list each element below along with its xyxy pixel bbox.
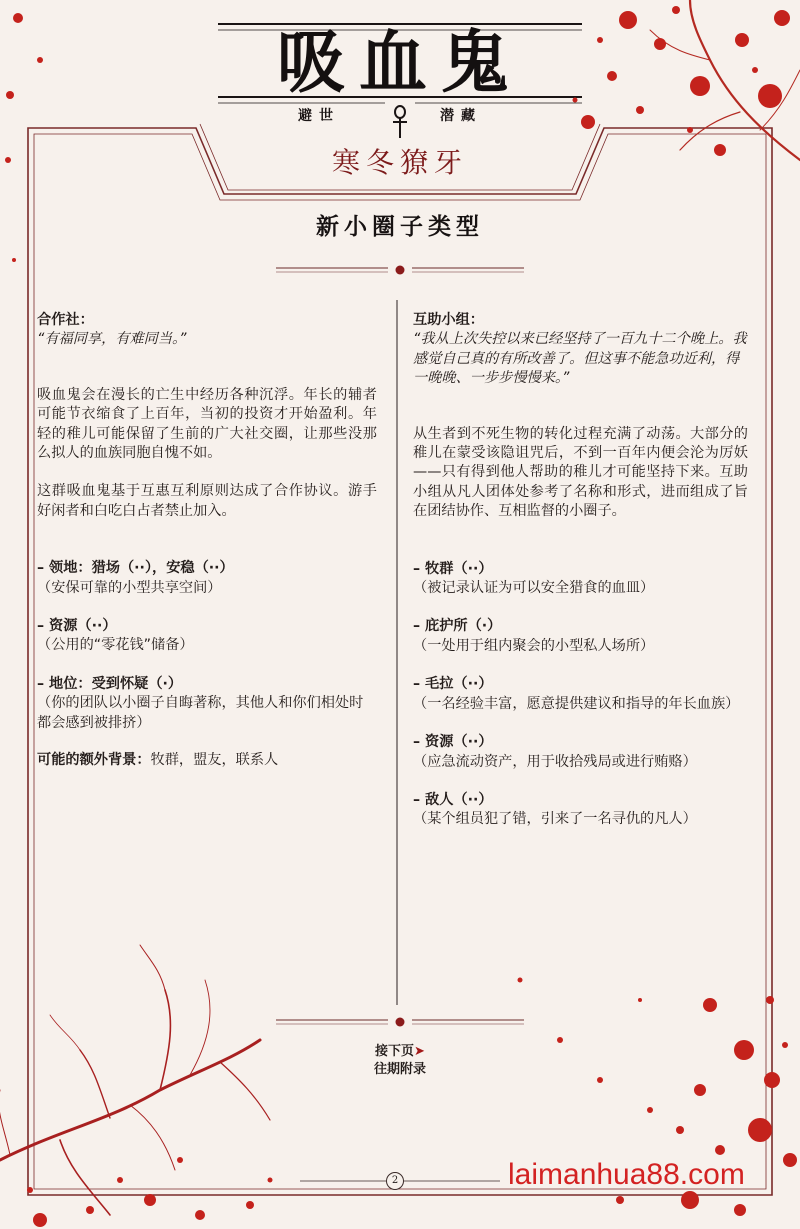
left-column (37, 311, 377, 771)
trait-list (37, 559, 377, 770)
paragraph: 这群吸血鬼基于互惠互利原则达成了合作协议。游手好闲者和白吃白占者禁止加入。 (37, 483, 377, 519)
section-title: 新小圈子类型 (316, 214, 484, 240)
coterie-quote: “有福同享，有难同当。” (37, 331, 187, 348)
trait-desc: （一名经验丰富，愿意提供建议和指导的年长血族） (413, 695, 740, 712)
trait-name: – 庇护所（·） (413, 618, 502, 635)
trait-list (413, 560, 748, 830)
right-column (413, 311, 748, 849)
title-divider (276, 266, 524, 275)
trait-name: – 毛拉（··） (413, 676, 493, 693)
trait-item (413, 675, 748, 714)
trait-desc: （被记录认证为可以安全猎食的血皿） (413, 580, 655, 597)
coterie-heading: 合作社： (37, 312, 94, 328)
trait-desc: （应急流动资产，用于收拾残局或进行贿赂） (413, 753, 697, 770)
trait-name: – 领地：猎场（··），安稳（··） (37, 560, 234, 577)
extra-backgrounds-label: 可能的额外背景： (37, 752, 151, 769)
trait-name: – 敌人（··） (413, 791, 493, 808)
trait-item (37, 617, 377, 656)
footer-divider (276, 1018, 524, 1027)
paragraph: 从生者到不死生物的转化过程充满了动荡。大部分的稚儿在蒙受该隐诅咒后，不到一百年内便会沦为厉妖——只有得到他人帮助的稚儿才可能坚持下来。互助小组从凡人团体处参考了名称和形式，进而组成了旨在团结协作、互相监督的小圈子。 (413, 425, 748, 520)
trait-item (37, 675, 377, 733)
trait-name: – 资源（··） (413, 734, 493, 751)
arrow-right-icon: ➤ (414, 1044, 425, 1059)
trait-item (413, 791, 748, 830)
trait-item (37, 559, 377, 598)
trait-desc: （一处用于组内聚会的小型私人场所） (413, 637, 655, 654)
subtitle-right: 潜藏 (440, 108, 482, 124)
trait-desc: （公用的“零花钱”储备） (37, 637, 194, 654)
trait-item (413, 560, 748, 599)
next-page-link[interactable] (0, 1040, 800, 1059)
coterie-heading: 互助小组： (413, 312, 484, 328)
extra-backgrounds-value: 牧群，盟友，联系人 (150, 752, 279, 769)
supplement-title: 寒冬獠牙 (331, 146, 468, 179)
trait-item (413, 617, 748, 656)
subtitle-left: 避世 (298, 108, 340, 124)
paragraph: 吸血鬼会在漫长的亡生中经历各种沉浮。年长的辅者可能节衣缩食了上百年，当初的投资才开始盈利。年轻的稚儿可能保留了生前的广大社交圈，让那些没那么拟人的血族同胞自愧不如。 (37, 386, 377, 462)
blood-veins (0, 945, 270, 1215)
coterie-quote: “我从上次失控以来已经坚持了一百九十二个晚上。我感觉自己真的有所改善了。但这事不能急功近利，得一晚晚、一步步慢慢来。” (413, 331, 747, 387)
next-page-subtitle: 往期附录 (373, 1062, 426, 1077)
ankh-icon (393, 106, 407, 138)
trait-item (413, 733, 748, 772)
trait-desc: （某个组员犯了错，引来了一名寻仇的凡人） (413, 811, 697, 828)
watermark: laimanhua88.com (508, 1158, 745, 1191)
page-number: 2 (386, 1172, 404, 1190)
trait-desc: （你的团队以小圈子自晦著称，其他人和你们相处时都会感到被排挤） (37, 695, 364, 731)
trait-desc: （安保可靠的小型共享空间） (37, 579, 222, 596)
next-page-label: 接下页 (375, 1044, 415, 1059)
extra-backgrounds (37, 751, 377, 770)
trait-name: – 牧群（··） (413, 560, 493, 577)
trait-name: – 地位：受到怀疑（·） (37, 675, 183, 692)
game-title: 吸血鬼 (276, 23, 523, 103)
trait-name: – 资源（··） (37, 618, 117, 635)
